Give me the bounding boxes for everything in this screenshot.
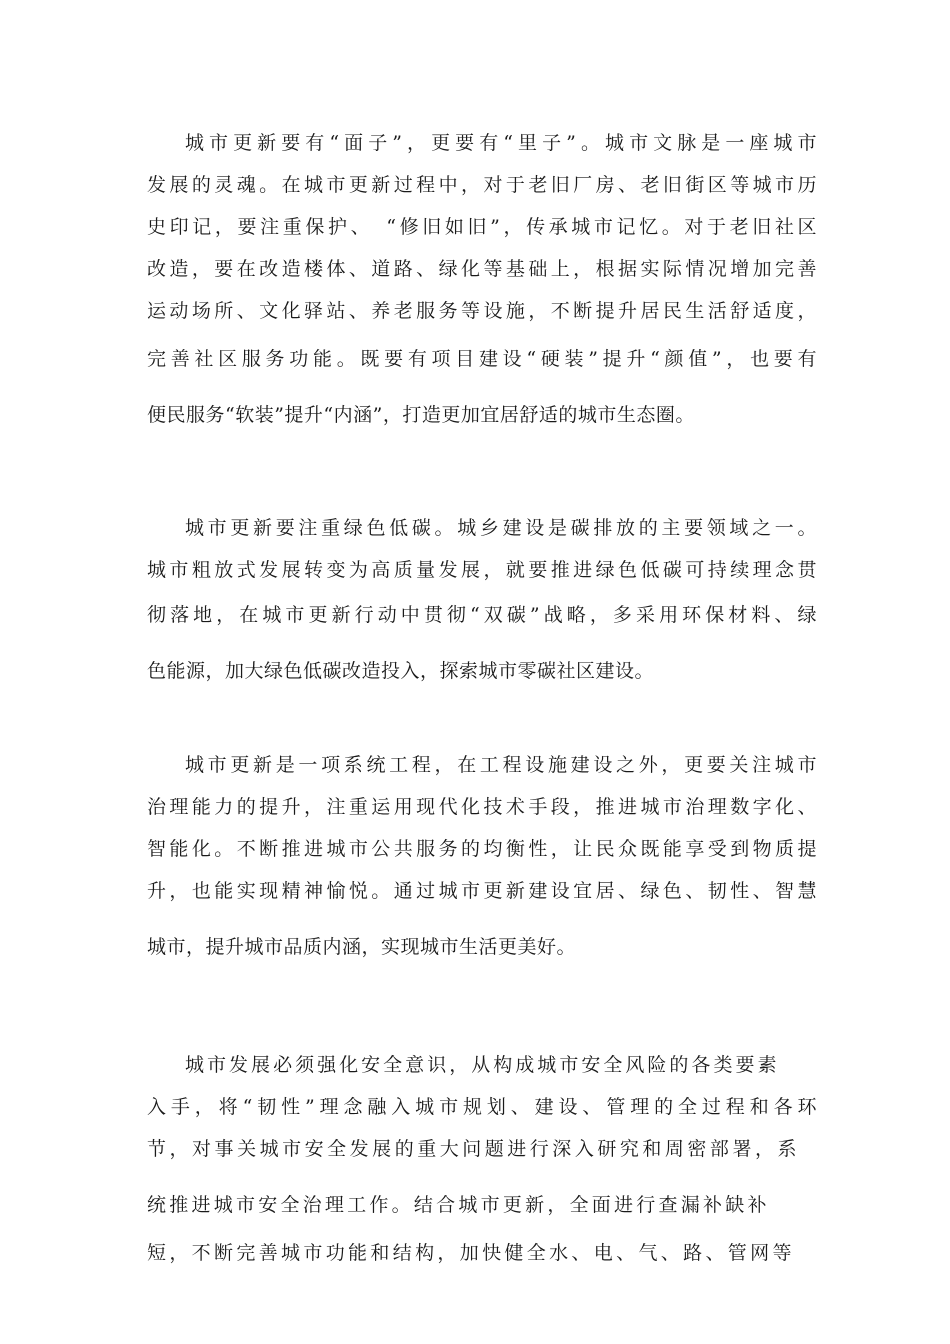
- paragraph-line: 改造，要在改造楼体、道路、绿化等基础上，根据实际情况增加完善: [147, 258, 817, 280]
- paragraph-line: 城市更新是一项系统工程，在工程设施建设之外，更要关注城市: [185, 754, 817, 776]
- paragraph-line: 城市更新要注重绿色低碳。城乡建设是碳排放的主要领域之一。: [185, 517, 817, 539]
- paragraph-line: 发展的灵魂。在城市更新过程中，对于老旧厂房、老旧街区等城市历: [147, 174, 817, 196]
- paragraph-line: 色能源，加大绿色低碳改造投入，探索城市零碳社区建设。: [147, 660, 655, 682]
- paragraph-line: 完善社区服务功能。既要有项目建设“硬装”提升“颜值”，也要有: [147, 348, 817, 370]
- paragraph-line: 智能化。不断推进城市公共服务的均衡性，让民众既能享受到物质提: [147, 838, 817, 860]
- paragraph-line: 节，对事关城市安全发展的重大问题进行深入研究和周密部署，系: [147, 1138, 797, 1160]
- paragraph-line: 便民服务“软装”提升“内涵”，打造更加宜居舒适的城市生态圈。: [147, 404, 695, 426]
- paragraph-line: 入手，将“韧性”理念融入城市规划、建设、管理的全过程和各环: [147, 1096, 817, 1118]
- paragraph-line: 运动场所、文化驿站、养老服务等设施，不断提升居民生活舒适度，: [147, 300, 817, 322]
- paragraph-line: 城市粗放式发展转变为高质量发展，就要推进绿色低碳可持续理念贯: [147, 559, 817, 581]
- paragraph-line: 城市发展必须强化安全意识，从构成城市安全风险的各类要素: [185, 1054, 777, 1076]
- paragraph-line: 城市，提升城市品质内涵，实现城市生活更美好。: [147, 936, 577, 958]
- paragraph-line: 统推进城市安全治理工作。结合城市更新，全面进行查漏补缺补: [147, 1194, 767, 1216]
- paragraph-line: 彻落地，在城市更新行动中贯彻“双碳”战略，多采用环保材料、绿: [147, 604, 817, 626]
- paragraph-line: 史印记，要注重保护、 “修旧如旧”，传承城市记忆。对于老旧社区: [147, 216, 817, 238]
- paragraph-line: 升，也能实现精神愉悦。通过城市更新建设宜居、绿色、韧性、智慧: [147, 880, 817, 902]
- paragraph-line: 城市更新要有“面子”，更要有“里子”。城市文脉是一座城市: [185, 132, 817, 154]
- paragraph-line: 治理能力的提升，注重运用现代化技术手段，推进城市治理数字化、: [147, 796, 817, 818]
- paragraph-line: 短，不断完善城市功能和结构，加快健全水、电、气、路、管网等: [147, 1242, 792, 1264]
